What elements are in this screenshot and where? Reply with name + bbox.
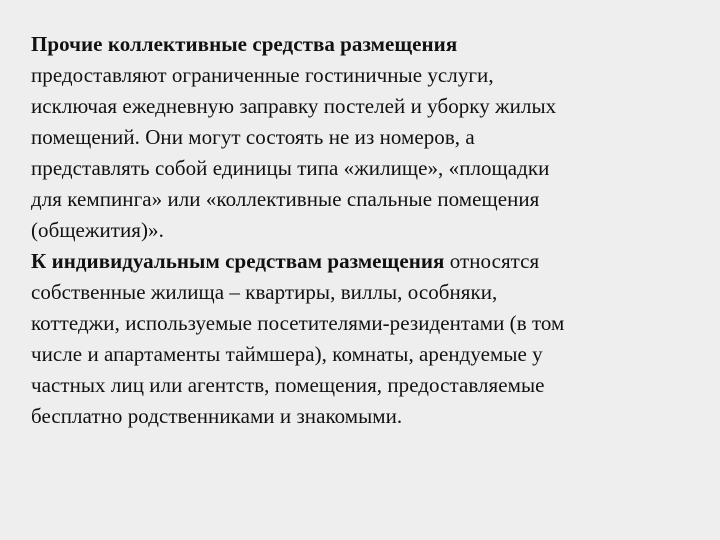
text-line: числе и апартаменты таймшера), комнаты, арендуемые у xyxy=(31,342,543,366)
text-line: (общежития)». xyxy=(31,218,164,242)
paragraph-collective xyxy=(31,29,696,246)
term-collective: Прочие коллективные средства размещения xyxy=(31,32,458,56)
term-individual: К индивидуальным средствам размещения xyxy=(31,249,445,273)
paragraph-individual xyxy=(31,246,696,432)
text-line: для кемпинга» или «коллективные спальные помещения xyxy=(31,187,540,211)
text-line: исключая ежедневную заправку постелей и уборку жилых xyxy=(31,94,557,118)
slide-text xyxy=(31,29,696,432)
text-line: коттеджи, используемые посетителями-резидентами (в том xyxy=(31,311,565,335)
text-line: помещений. Они могут состоять не из номеров, а xyxy=(31,125,475,149)
term-tail: относятся xyxy=(444,249,540,273)
text-line: представлять собой единицы типа «жилище», «площадки xyxy=(31,156,550,180)
text-line: собственные жилища – квартиры, виллы, особняки, xyxy=(31,280,498,304)
text-line: частных лиц или агентств, помещения, предоставляемые xyxy=(31,373,545,397)
text-line: предоставляют ограниченные гостиничные услуги, xyxy=(31,63,494,87)
text-line: бесплатно родственниками и знакомыми. xyxy=(31,404,403,428)
